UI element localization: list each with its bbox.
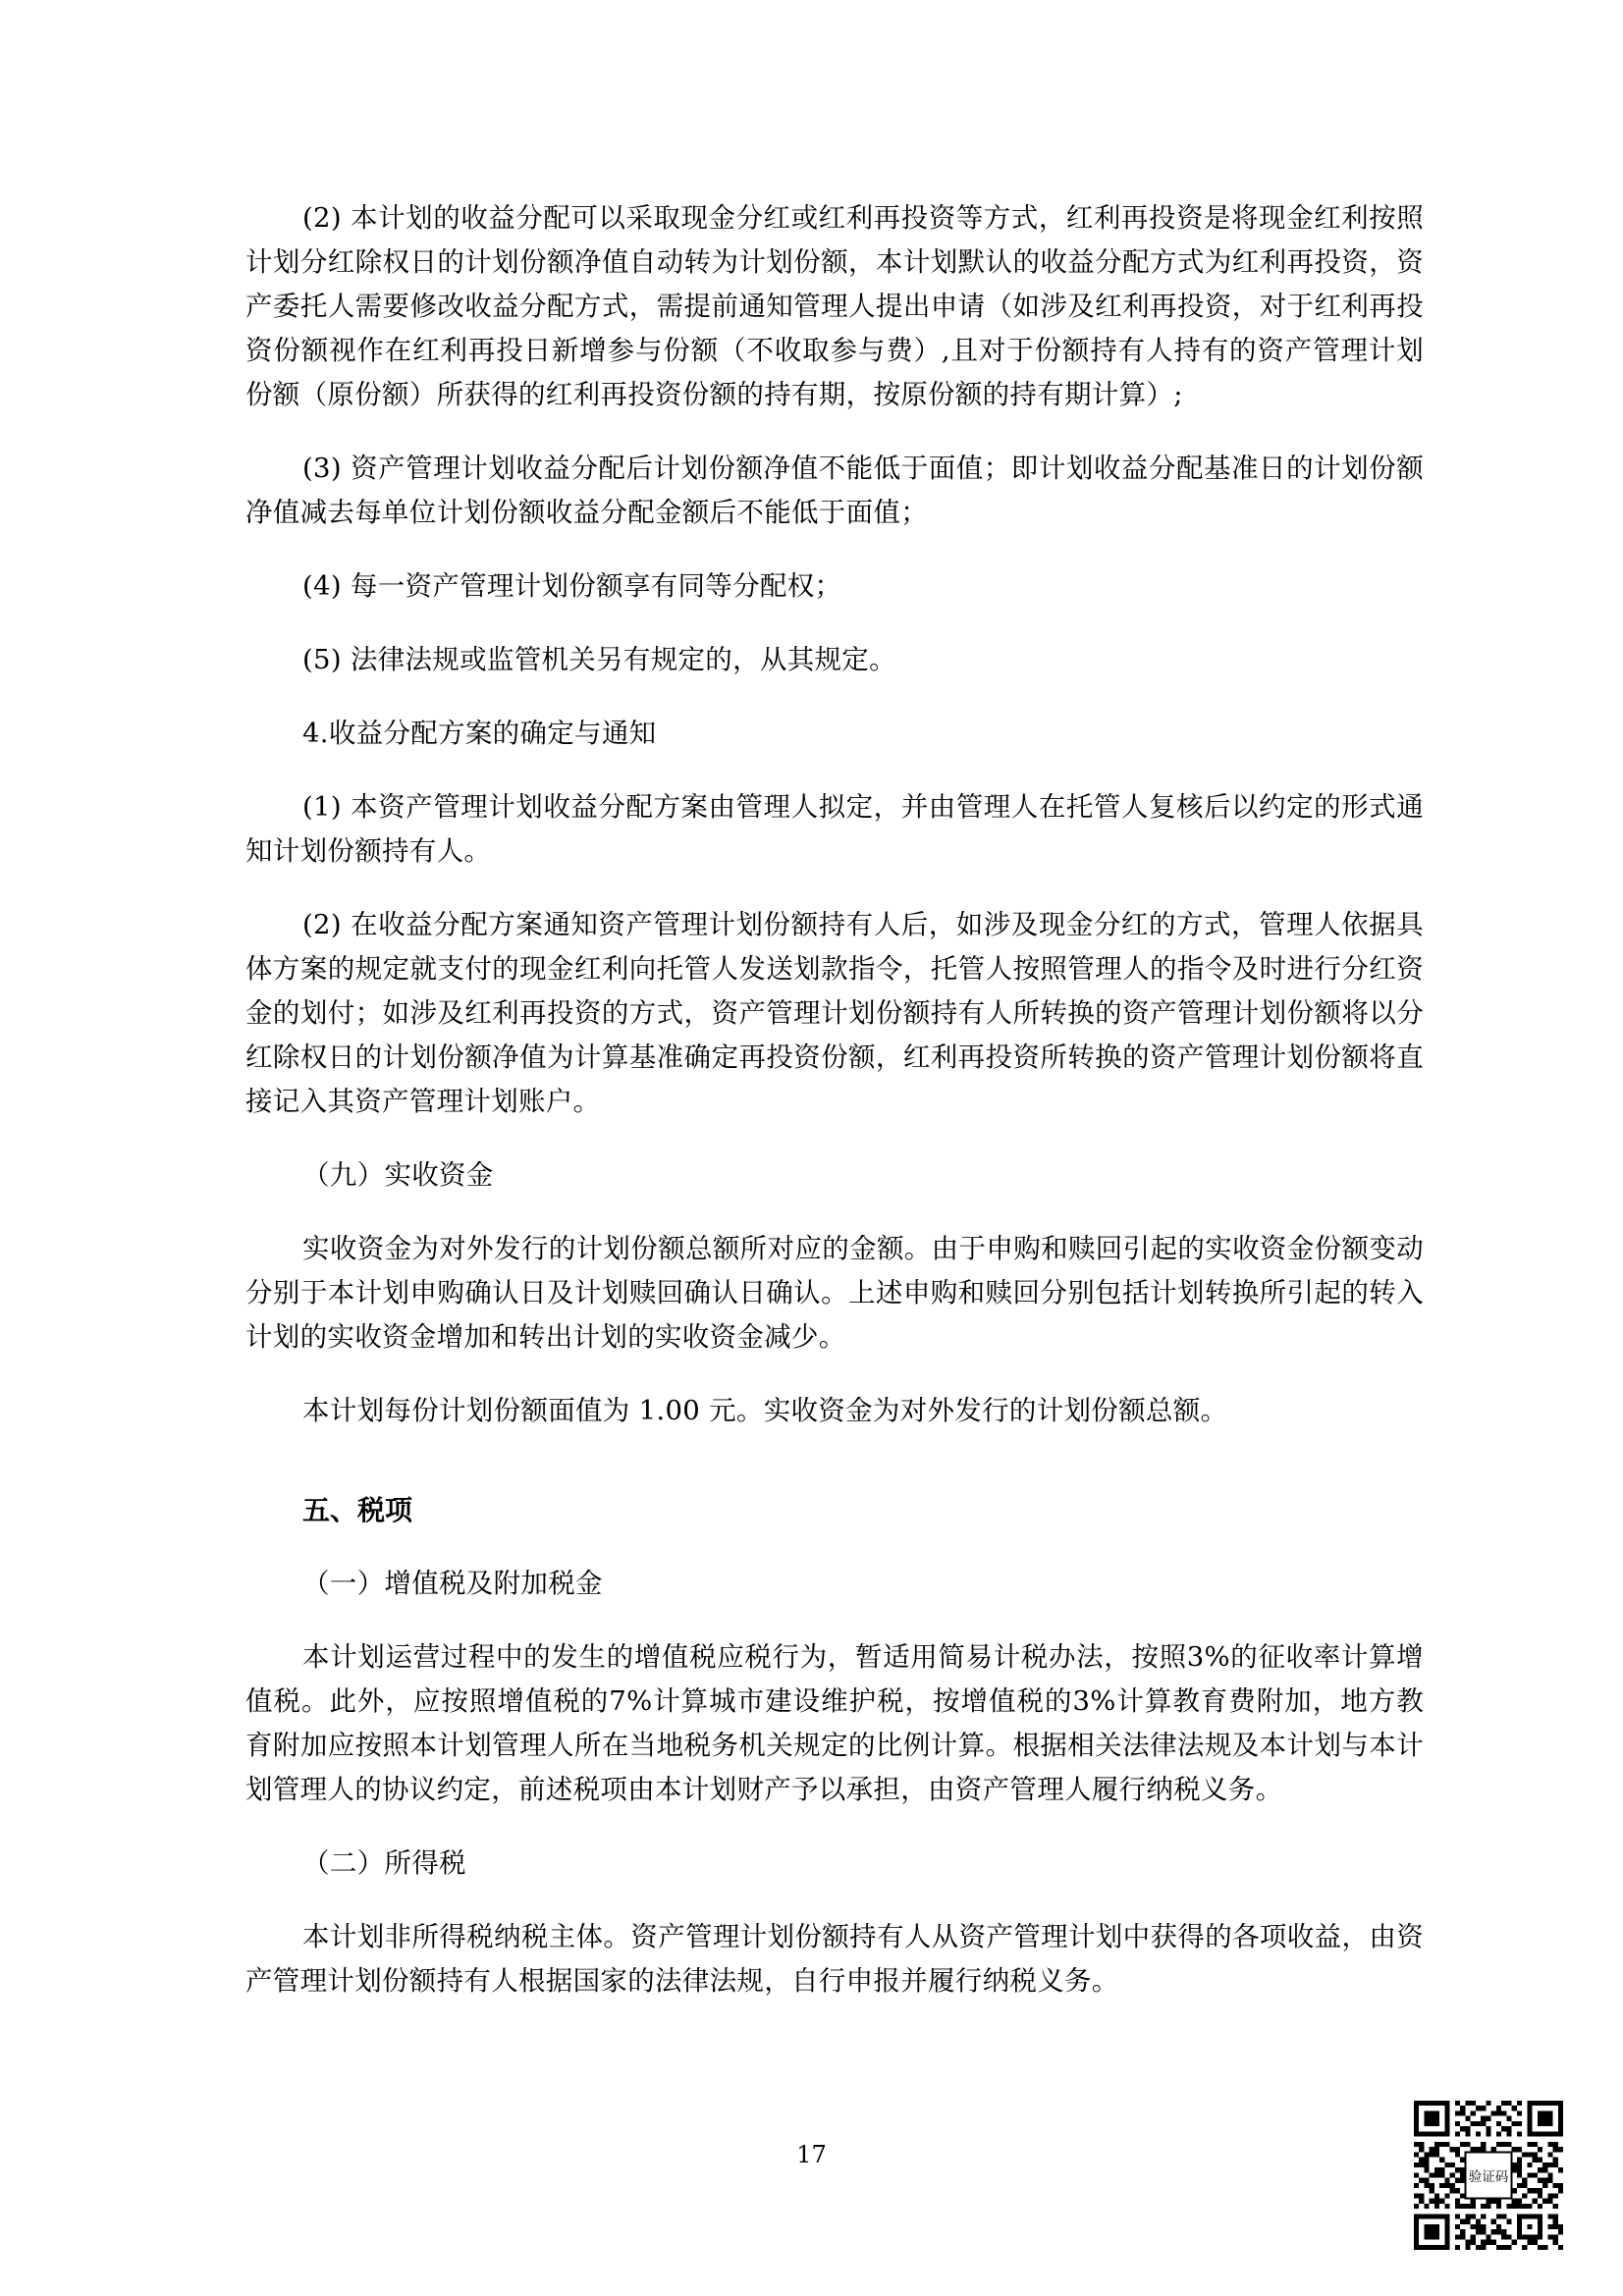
paragraph-paid-in-capital: 实收资金为对外发行的计划份额总额所对应的金额。由于申购和赎回引起的实收资金份额变动分别于本计划申购确认日及计划赎回确认日确认。上述申购和赎回分别包括计划转换所引起的转入计划的实收资金增加和转出计划的实收资金减少。 <box>245 1233 1424 1353</box>
section-heading-taxes: 五、税项 <box>302 1494 413 1526</box>
section-title-vat: （一）增值税及附加税金 <box>302 1568 603 1599</box>
qr-center-label: 验证码 <box>1468 2168 1509 2185</box>
paragraph-plan-drafting: (1) 本资产管理计划收益分配方案由管理人拟定，并由管理人在托管人复核后以约定的形式通知计划份额持有人。 <box>245 791 1424 867</box>
section-title-income-tax: （二）所得税 <box>302 1847 466 1879</box>
paragraph-distribution-method: (2) 本计划的收益分配可以采取现金分红或红利再投资等方式，红利再投资是将现金红利按照计划分红除权日的计划份额净值自动转为计划份额，本计划默认的收益分配方式为红利再投资，资产委托人需要修改收益分配方式，需提前通知管理人提出申请（如涉及红利再投资，对于红利再投资份额视作在红利再投日新增参与份额（不收取参与费）,且对于份额持有人持有的资产管理计划份额（原份额）所获得的红利再投资份额的持有期，按原份额的持有期计算）; <box>245 202 1424 410</box>
paragraph-payment-instruction: (2) 在收益分配方案通知资产管理计划份额持有人后，如涉及现金分红的方式，管理人依据具体方案的规定就支付的现金红利向托管人发送划款指令，托管人按照管理人的指令及时进行分红资金的划付；如涉及红利再投资的方式，资产管理计划份额持有人所转换的资产管理计划份额将以分红除权日的计划份额净值为计算基准确定再投资份额，红利再投资所转换的资产管理计划份额将直接记入其资产管理计划账户。 <box>245 909 1424 1117</box>
qr-code-icon <box>1414 2101 1563 2250</box>
paragraph-vat: 本计划运营过程中的发生的增值税应税行为，暂适用简易计税办法，按照3%的征收率计算增值税。此外，应按照增值税的7%计算城市建设维护税，按增值税的3%计算教育费附加，地方教育附加应按照本计划管理人所在当地税务机关规定的比例计算。根据相关法律法规及本计划与本计划管理人的协议约定，前述税项由本计划财产予以承担，由资产管理人履行纳税义务。 <box>245 1641 1424 1805</box>
paragraph-income-tax: 本计划非所得税纳税主体。资产管理计划份额持有人从资产管理计划中获得的各项收益，由资产管理计划份额持有人根据国家的法律法规，自行申报并履行纳税义务。 <box>245 1921 1424 1997</box>
page-number: 17 <box>796 2141 827 2168</box>
paragraph-net-value-floor: (3) 资产管理计划收益分配后计划份额净值不能低于面值；即计划收益分配基准日的计划份额净值减去每单位计划份额收益分配金额后不能低于面值； <box>245 453 1424 528</box>
section-title-distribution-notice: 4.收益分配方案的确定与通知 <box>302 718 657 749</box>
document-body <box>245 196 1424 2003</box>
paragraph-regulation: (5) 法律法规或监管机关另有规定的，从其规定。 <box>302 644 896 675</box>
paragraph-par-value: 本计划每份计划份额面值为 1.00 元。实收资金为对外发行的计划份额总额。 <box>302 1395 1228 1426</box>
section-title-paid-in-capital: （九）实收资金 <box>302 1159 494 1191</box>
paragraph-equal-rights: (4) 每一资产管理计划份额享有同等分配权； <box>302 570 842 602</box>
